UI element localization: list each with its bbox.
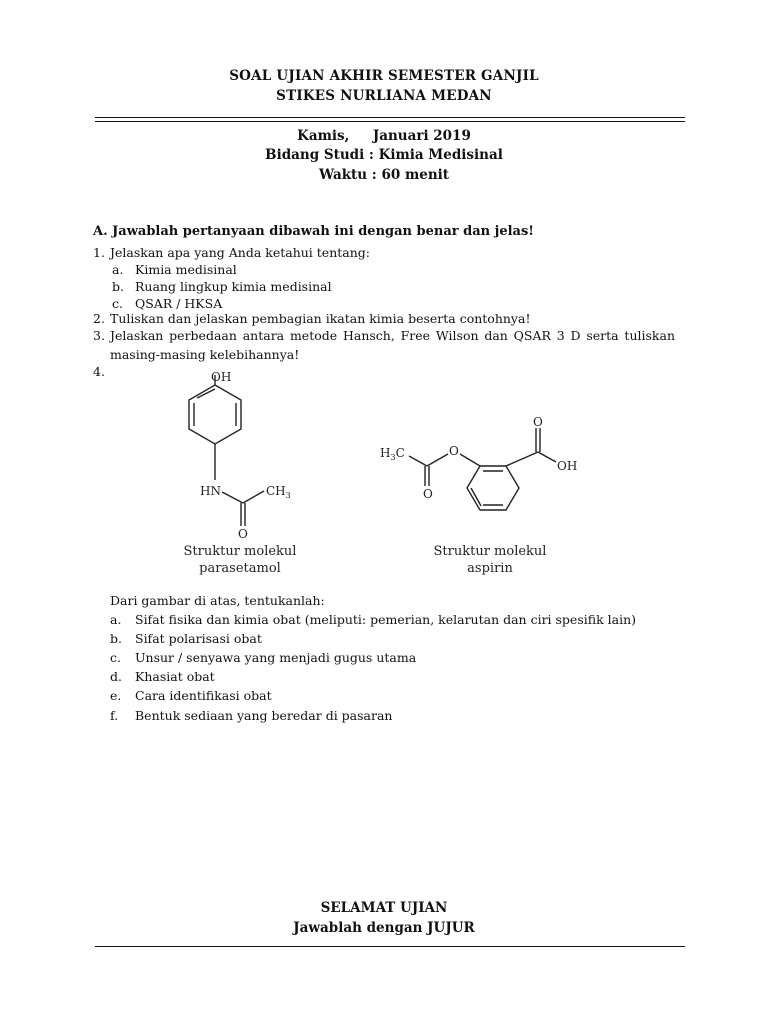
paracetamol-caption: Struktur molekul parasetamol (183, 544, 297, 576)
aspirin-h3c-label: $H_3C$ (380, 446, 405, 462)
exam-duration: Waktu : 60 menit (318, 167, 450, 183)
item-letter: b. (110, 631, 122, 646)
footer-instruction: Jawablah dengan JUJUR (293, 920, 475, 936)
item-text: Sifat polarisasi obat (135, 631, 262, 646)
section-a-heading: A. Jawablah pertanyaan dibawah ini dengan benar dan jelas! (93, 224, 534, 239)
footer-greeting: SELAMAT UJIAN (320, 900, 448, 916)
question-number: 3. (93, 328, 105, 343)
item-text: Sifat fisika dan kimia obat (meliputi: pemerian, kelarutan dan ciri spesifik lain) (135, 612, 637, 627)
aspirin-carbonyl-o-label: O (423, 487, 433, 501)
header-divider-bottom (95, 121, 685, 122)
paracetamol-structure (189, 375, 264, 526)
aspirin-oh-label: OH (557, 459, 578, 473)
question-number: 2. (93, 311, 105, 326)
aspirin-ester-o-label: O (449, 444, 459, 458)
exam-date: Kamis, Januari 2019 (297, 128, 471, 144)
paracetamol-ch3-label: $CH_3$ (266, 484, 291, 500)
exam-subject: Bidang Studi : Kimia Medisinal (265, 147, 503, 163)
item-letter: e. (110, 688, 122, 703)
chemical-structures-figure (0, 360, 768, 600)
item-text: Unsur / senyawa yang menjadi gugus utama (135, 650, 417, 665)
item-text: Ruang lingkup kimia medisinal (135, 279, 332, 294)
aspirin-acid-o-label: O (533, 415, 543, 429)
item-text: Cara identifikasi obat (135, 688, 272, 703)
item-letter: a. (110, 612, 122, 627)
question-text: Jelaskan apa yang Anda ketahui tentang: (110, 245, 370, 260)
header-divider-top (95, 117, 685, 118)
question-number: 1. (93, 245, 105, 260)
item-letter: a. (112, 262, 124, 277)
exam-title: SOAL UJIAN AKHIR SEMESTER GANJIL (229, 68, 539, 84)
item-text: Bentuk sediaan yang beredar di pasaran (135, 708, 393, 723)
item-letter: d. (110, 669, 122, 684)
paracetamol-oh-label: OH (211, 370, 232, 384)
item-letter: c. (112, 296, 123, 311)
footer-divider (95, 946, 685, 947)
question-text: Jelaskan perbedaan antara metode Hansch, Free Wilson dan QSAR 3 D serta tuliskan (110, 328, 675, 343)
item-text: Khasiat obat (135, 669, 215, 684)
item-letter: c. (110, 650, 121, 665)
question-text-continued: masing-masing kelebihannya! (110, 347, 300, 362)
item-letter: b. (112, 279, 124, 294)
item-text: Kimia medisinal (135, 262, 237, 277)
item-text: QSAR / HKSA (135, 296, 223, 311)
question-number: 4. (93, 364, 105, 379)
paracetamol-hn-label: HN (200, 484, 221, 498)
item-letter: f. (110, 708, 119, 723)
aspirin-caption: Struktur molekul aspirin (433, 544, 547, 576)
institution-name: STIKES NURLIANA MEDAN (276, 88, 492, 104)
question-prompt: Dari gambar di atas, tentukanlah: (110, 593, 325, 608)
question-text: Tuliskan dan jelaskan pembagian ikatan kimia beserta contohnya! (110, 311, 531, 326)
paracetamol-o-label: O (238, 527, 248, 541)
